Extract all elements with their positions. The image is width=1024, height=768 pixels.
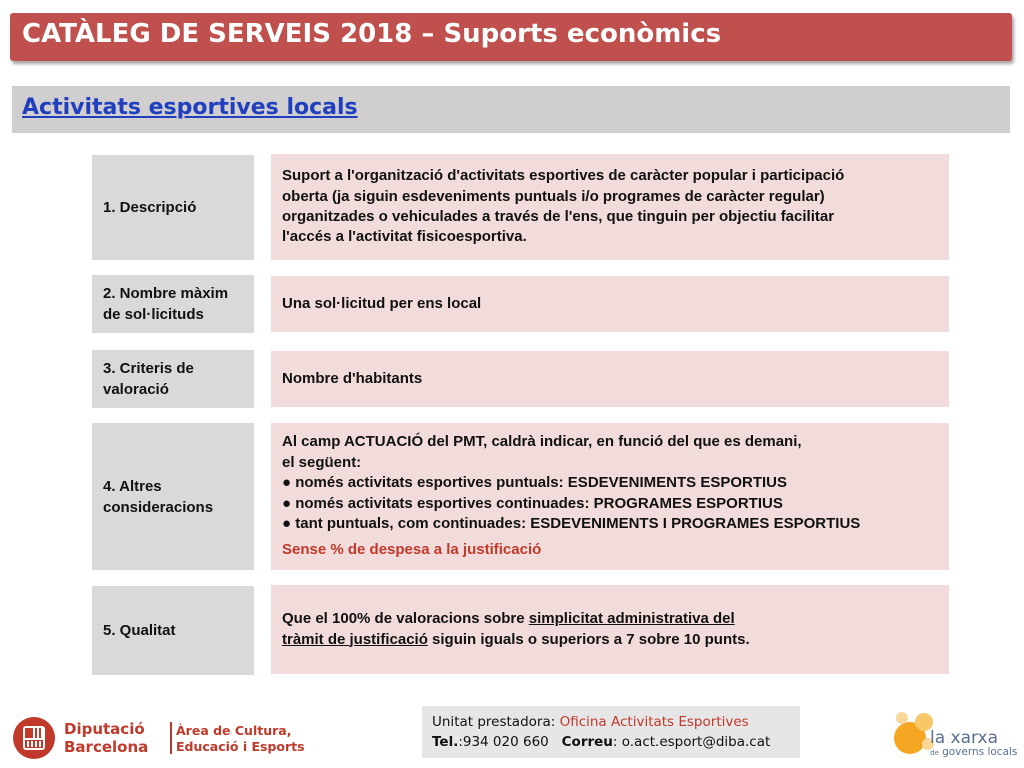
- mail-label: Correu: [561, 734, 613, 750]
- title-bar: [10, 13, 1012, 61]
- underlined-text: tràmit de justificació: [282, 630, 428, 648]
- area-line: Àrea de Cultura,: [176, 723, 292, 738]
- row-label-text: 2. Nombre màxim de sol·licituds: [103, 285, 229, 323]
- area-line: Educació i Esports: [176, 739, 305, 754]
- unit-label: Unitat prestadora:: [432, 714, 560, 730]
- content-line: [282, 630, 941, 650]
- diputacio-line: Diputació: [64, 720, 145, 738]
- content-text: Una sol·licitud per ens local: [282, 294, 482, 312]
- contact-line: [432, 732, 800, 752]
- row-content-criteris: [271, 351, 949, 407]
- xarxa-sub-text: governs locals: [942, 746, 1018, 758]
- contact-box: [422, 706, 800, 758]
- row-content-qualitat: [271, 585, 949, 674]
- row-label-text: 5. Qualitat: [103, 622, 176, 639]
- row-content-descripcio: [271, 154, 949, 260]
- row-label-text: 1. Descripció: [103, 199, 197, 216]
- diputacio-name: [64, 720, 148, 756]
- diputacio-emblem-icon: [12, 716, 56, 760]
- row-label-criteris: [92, 350, 254, 408]
- content-line: [282, 609, 941, 629]
- bullet-item: ● tant puntuals, com continuades: ESDEVENIMENTS I PROGRAMES ESPORTIUS: [282, 514, 861, 532]
- note-text: Sense % de despesa a la justificació: [282, 541, 542, 559]
- bullet-item: ● només activitats esportives puntuals: ESDEVENIMENTS ESPORTIUS: [282, 474, 788, 492]
- content-line: Al camp ACTUACIÓ del PMT, caldrà indicar, en funció del que es demani,: [282, 433, 802, 451]
- row-label-text: 4. Altres consideracions: [103, 477, 214, 516]
- diputacio-logo: [12, 716, 312, 760]
- section-title-link[interactable]: Activitats esportives locals: [22, 95, 358, 120]
- unit-line: [432, 712, 800, 732]
- xarxa-logo: [888, 708, 1018, 764]
- xarxa-sub-small: de: [930, 749, 939, 757]
- row-label-descripcio: [92, 155, 254, 260]
- row-label-altres: [92, 423, 254, 570]
- unit-value: Oficina Activitats Esportives: [559, 714, 749, 730]
- content-line: oberta (ja siguin esdeveniments puntuals i/o programes de caràcter regular): [282, 187, 825, 205]
- tel-value: :934 020 660: [458, 734, 549, 750]
- content-line: organitzades o vehiculades a través de l'ens, que tinguin per objectiu facilitar: [282, 208, 835, 225]
- diputacio-line: Barcelona: [64, 738, 149, 756]
- row-label-qualitat: [92, 586, 254, 675]
- row-label-nombre-maxim: [92, 275, 254, 333]
- underlined-text: simplicitat administrativa del: [528, 610, 735, 628]
- row-content-nombre-maxim: [271, 276, 949, 332]
- tel-label: Tel.: [432, 734, 459, 750]
- content-line: el següent:: [282, 453, 362, 471]
- area-name: [176, 723, 305, 755]
- section-bar: [12, 86, 1010, 133]
- text-segment: siguin iguals o superiors a 7 sobre 10 punts.: [427, 630, 750, 648]
- content-line: Suport a l'organització d'activitats esportives de caràcter popular i participació: [282, 167, 845, 185]
- row-label-text: 3. Criteris de valoració: [103, 360, 194, 398]
- xarxa-name: la xarxa: [930, 728, 999, 748]
- content-text: Nombre d'habitants: [282, 369, 423, 387]
- xarxa-subtitle: [930, 746, 1017, 758]
- logo-divider: [170, 722, 172, 754]
- page-title: CATÀLEG DE SERVEIS 2018 – Suports econòmics: [22, 19, 722, 49]
- mail-value[interactable]: : o.act.esport@diba.cat: [612, 734, 771, 750]
- row-content-altres: [271, 423, 949, 570]
- content-line: l'accés a l'activitat fisicoesportiva.: [282, 228, 527, 246]
- bullet-item: ● només activitats esportives continuades: PROGRAMES ESPORTIUS: [282, 494, 783, 512]
- text-segment: Que el 100% de valoracions sobre: [282, 610, 529, 628]
